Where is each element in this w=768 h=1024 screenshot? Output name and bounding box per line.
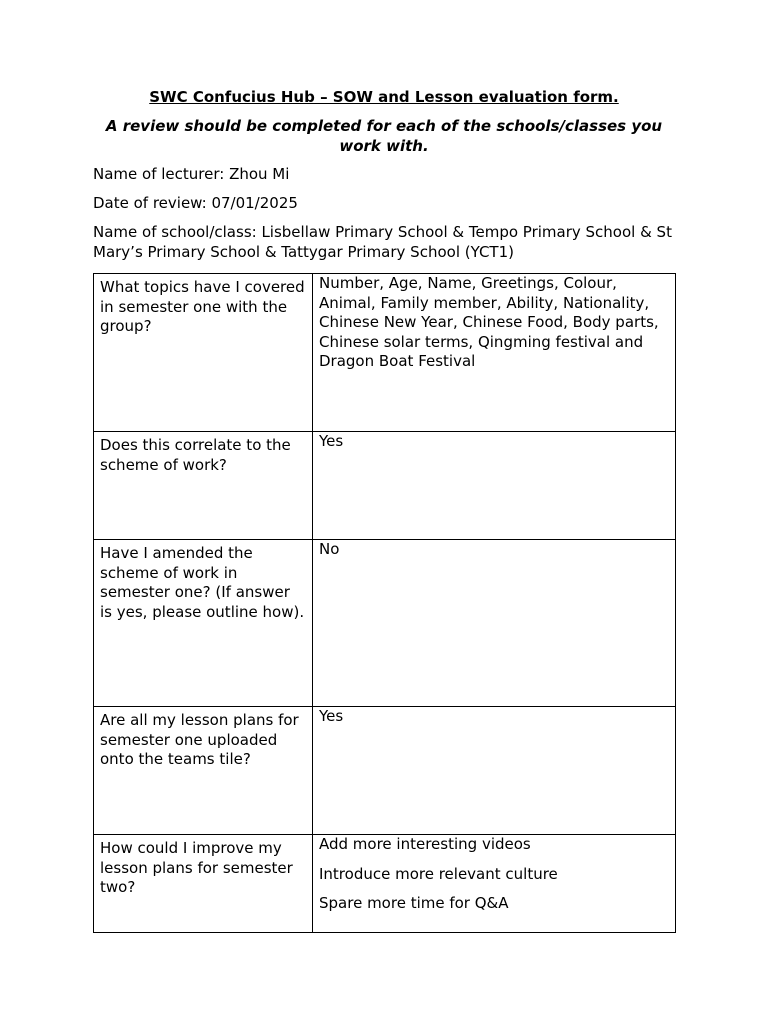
answer-cell[interactable] [313, 707, 676, 835]
answer-item: Add more interesting videos [319, 835, 531, 853]
table-row [94, 274, 676, 432]
table-row [94, 540, 676, 707]
question-text: Does this correlate to the scheme of work? [100, 436, 291, 474]
question-cell [94, 432, 313, 540]
question-cell [94, 835, 313, 933]
question-cell [94, 707, 313, 835]
lecturer-field: Name of lecturer: Zhou Mi [93, 165, 290, 183]
review-date-field: Date of review: 07/01/2025 [93, 194, 298, 212]
answer-cell[interactable] [313, 432, 676, 540]
answer-text: No [319, 540, 340, 558]
answer-item: Spare more time for Q&A [319, 894, 509, 912]
question-cell [94, 274, 313, 432]
table-row [94, 835, 676, 933]
review-table [93, 273, 676, 933]
question-text: Are all my lesson plans for semester one uploaded onto the teams tile? [100, 711, 299, 768]
answer-cell[interactable] [313, 835, 676, 933]
answer-text: Number, Age, Name, Greetings, Colour, Animal, Family member, Ability, Nationality, Chinese New Year, Chinese Food, Body parts, Chinese solar terms, Qingming festival and Dragon Boat Festival [319, 274, 659, 370]
answer-text: Yes [319, 707, 344, 725]
question-text: What topics have I covered in semester one with the group? [100, 278, 305, 335]
question-text: How could I improve my lesson plans for semester two? [100, 839, 293, 896]
table-row [94, 707, 676, 835]
answer-text: Yes [319, 432, 344, 450]
question-cell [94, 540, 313, 707]
question-text: Have I amended the scheme of work in semester one? (If answer is yes, please outline how). [100, 544, 305, 621]
answer-list [319, 835, 669, 914]
table-row [94, 432, 676, 540]
answer-cell[interactable] [313, 274, 676, 432]
school-class-field: Name of school/class: Lisbellaw Primary School & Tempo Primary School & St Mary’s Primary School & Tattygar Primary School (YCT1) [93, 223, 672, 261]
answer-cell[interactable] [313, 540, 676, 707]
form-title: SWC Confucius Hub – SOW and Lesson evaluation form. [149, 88, 619, 106]
answer-item: Introduce more relevant culture [319, 864, 558, 883]
form-subtitle: A review should be completed for each of the schools/classes you work with. [105, 117, 663, 155]
